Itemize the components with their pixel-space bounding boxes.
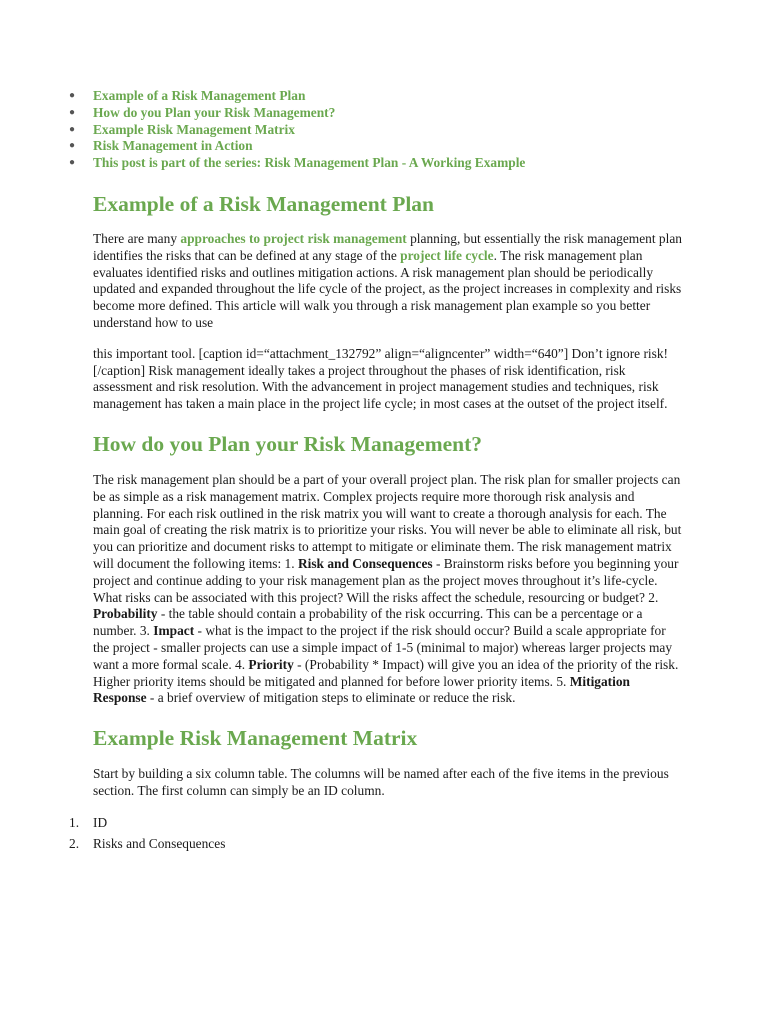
bullet-icon: ● (69, 157, 76, 169)
bullet-icon: ● (69, 90, 76, 101)
bullet-icon: ● (69, 106, 76, 118)
toc-link[interactable]: How do you Plan your Risk Management? (93, 104, 336, 120)
document-page (69, 88, 683, 854)
bold-term: Mitigation Response (93, 673, 631, 706)
table-of-contents (69, 88, 683, 172)
section-heading-matrix: Example Risk Management Matrix (93, 726, 418, 751)
matrix-column-list (69, 812, 683, 854)
text-span: - what is the impact to the project if the risk should occur? Build a scale appropriate for the project - smaller projects can use a simple impact of 1-5 (minimal to major) whereas larger projects may want a more formal scale. 4. (93, 623, 673, 672)
list-item-label: Risks and Consequences (93, 835, 226, 851)
toc-item[interactable] (69, 138, 683, 155)
toc-item[interactable] (69, 121, 683, 139)
list-number: 2. (69, 835, 80, 851)
section-heading-plan-risk: How do you Plan your Risk Management? (93, 431, 483, 456)
toc-link[interactable]: Example of a Risk Management Plan (93, 88, 306, 103)
text-span: . The risk management plan evaluates identified risks and outlines mitigation actions. A risk management plan should be periodically updated and expanded throughout the life cycle of the project, as the project increases in complexity and risks become more defined. This article will walk you through a risk management plan example so you better understand how to use (93, 247, 682, 330)
list-item (69, 833, 683, 854)
toc-item[interactable] (69, 88, 683, 105)
paragraph-intro (93, 231, 683, 332)
toc-item[interactable] (69, 155, 683, 172)
list-item (69, 812, 683, 833)
bold-term: Probability (93, 606, 158, 622)
bold-term: Priority (248, 656, 294, 672)
bold-term: Impact (153, 623, 195, 639)
section-heading-example-plan: Example of a Risk Management Plan (93, 191, 435, 216)
paragraph-tool: this important tool. [caption id=“attachment_132792” align=“aligncenter” width=“640”] Don’t ignore risk![/caption] Risk management ideally takes a project throughout the phases of risk identification, risk assessment and risk resolution. With the advancement in project management studies and techniques, risk management has taken a main place in the project life cycle; in most cases at the outset of the project itself. (93, 345, 668, 412)
paragraph-matrix: Start by building a six column table. The columns will be named after each of the five items in the previous section. The first column can simply be an ID column. (93, 766, 669, 798)
text-span: There are many (93, 230, 181, 246)
bullet-icon: ● (69, 140, 76, 152)
list-number: 1. (69, 814, 80, 830)
bullet-icon: ● (69, 123, 76, 135)
text-span: - Brainstorm risks before you beginning your project and continue adding to your risk management plan as the project moves throughout it’s life-cycle. What risks can be associated with this project? Will the risks affect the schedule, resourcing or budget? 2. (93, 555, 679, 605)
text-span: - a brief overview of mitigation steps to eliminate or reduce the risk. (146, 690, 516, 706)
list-item-label: ID (93, 814, 108, 830)
toc-link[interactable]: This post is part of the series: Risk Management Plan - A Working Example (93, 155, 526, 171)
toc-link[interactable]: Risk Management in Action (93, 138, 253, 154)
link-approaches[interactable]: approaches to project risk management (180, 230, 407, 246)
text-span: planning, but essentially the risk management plan identifies the risks that can be defined at any stage of the (93, 230, 682, 263)
toc-link[interactable]: Example Risk Management Matrix (93, 121, 295, 137)
bold-term: Risk and Consequences (297, 555, 433, 571)
text-span: The risk management plan should be a part of your overall project plan. The risk plan for smaller projects can be as simple as a risk management matrix. Complex projects require more thorough risk analysis and planning. For each risk outlined in the risk matrix you will want to create a thorough analysis for each. The main goal of creating the risk matrix is to prioritize your risks. You will never be able to eliminate all risk, but you can prioritize and document risks to attempt to mitigate or eliminate them. The risk management matrix will document the following items: 1. (93, 471, 682, 571)
text-span: - (Probability * Impact) will give you an idea of the priority of the risk. Higher priority items should be mitigated and planned for before lower priority items. 5. (93, 656, 679, 689)
text-span: - the table should contain a probability of the risk occurring. This can be a percentage or a number. 3. (93, 606, 643, 639)
link-project-life-cycle[interactable]: project life cycle (400, 247, 494, 263)
paragraph-plan (93, 472, 683, 707)
toc-item[interactable] (69, 104, 683, 122)
